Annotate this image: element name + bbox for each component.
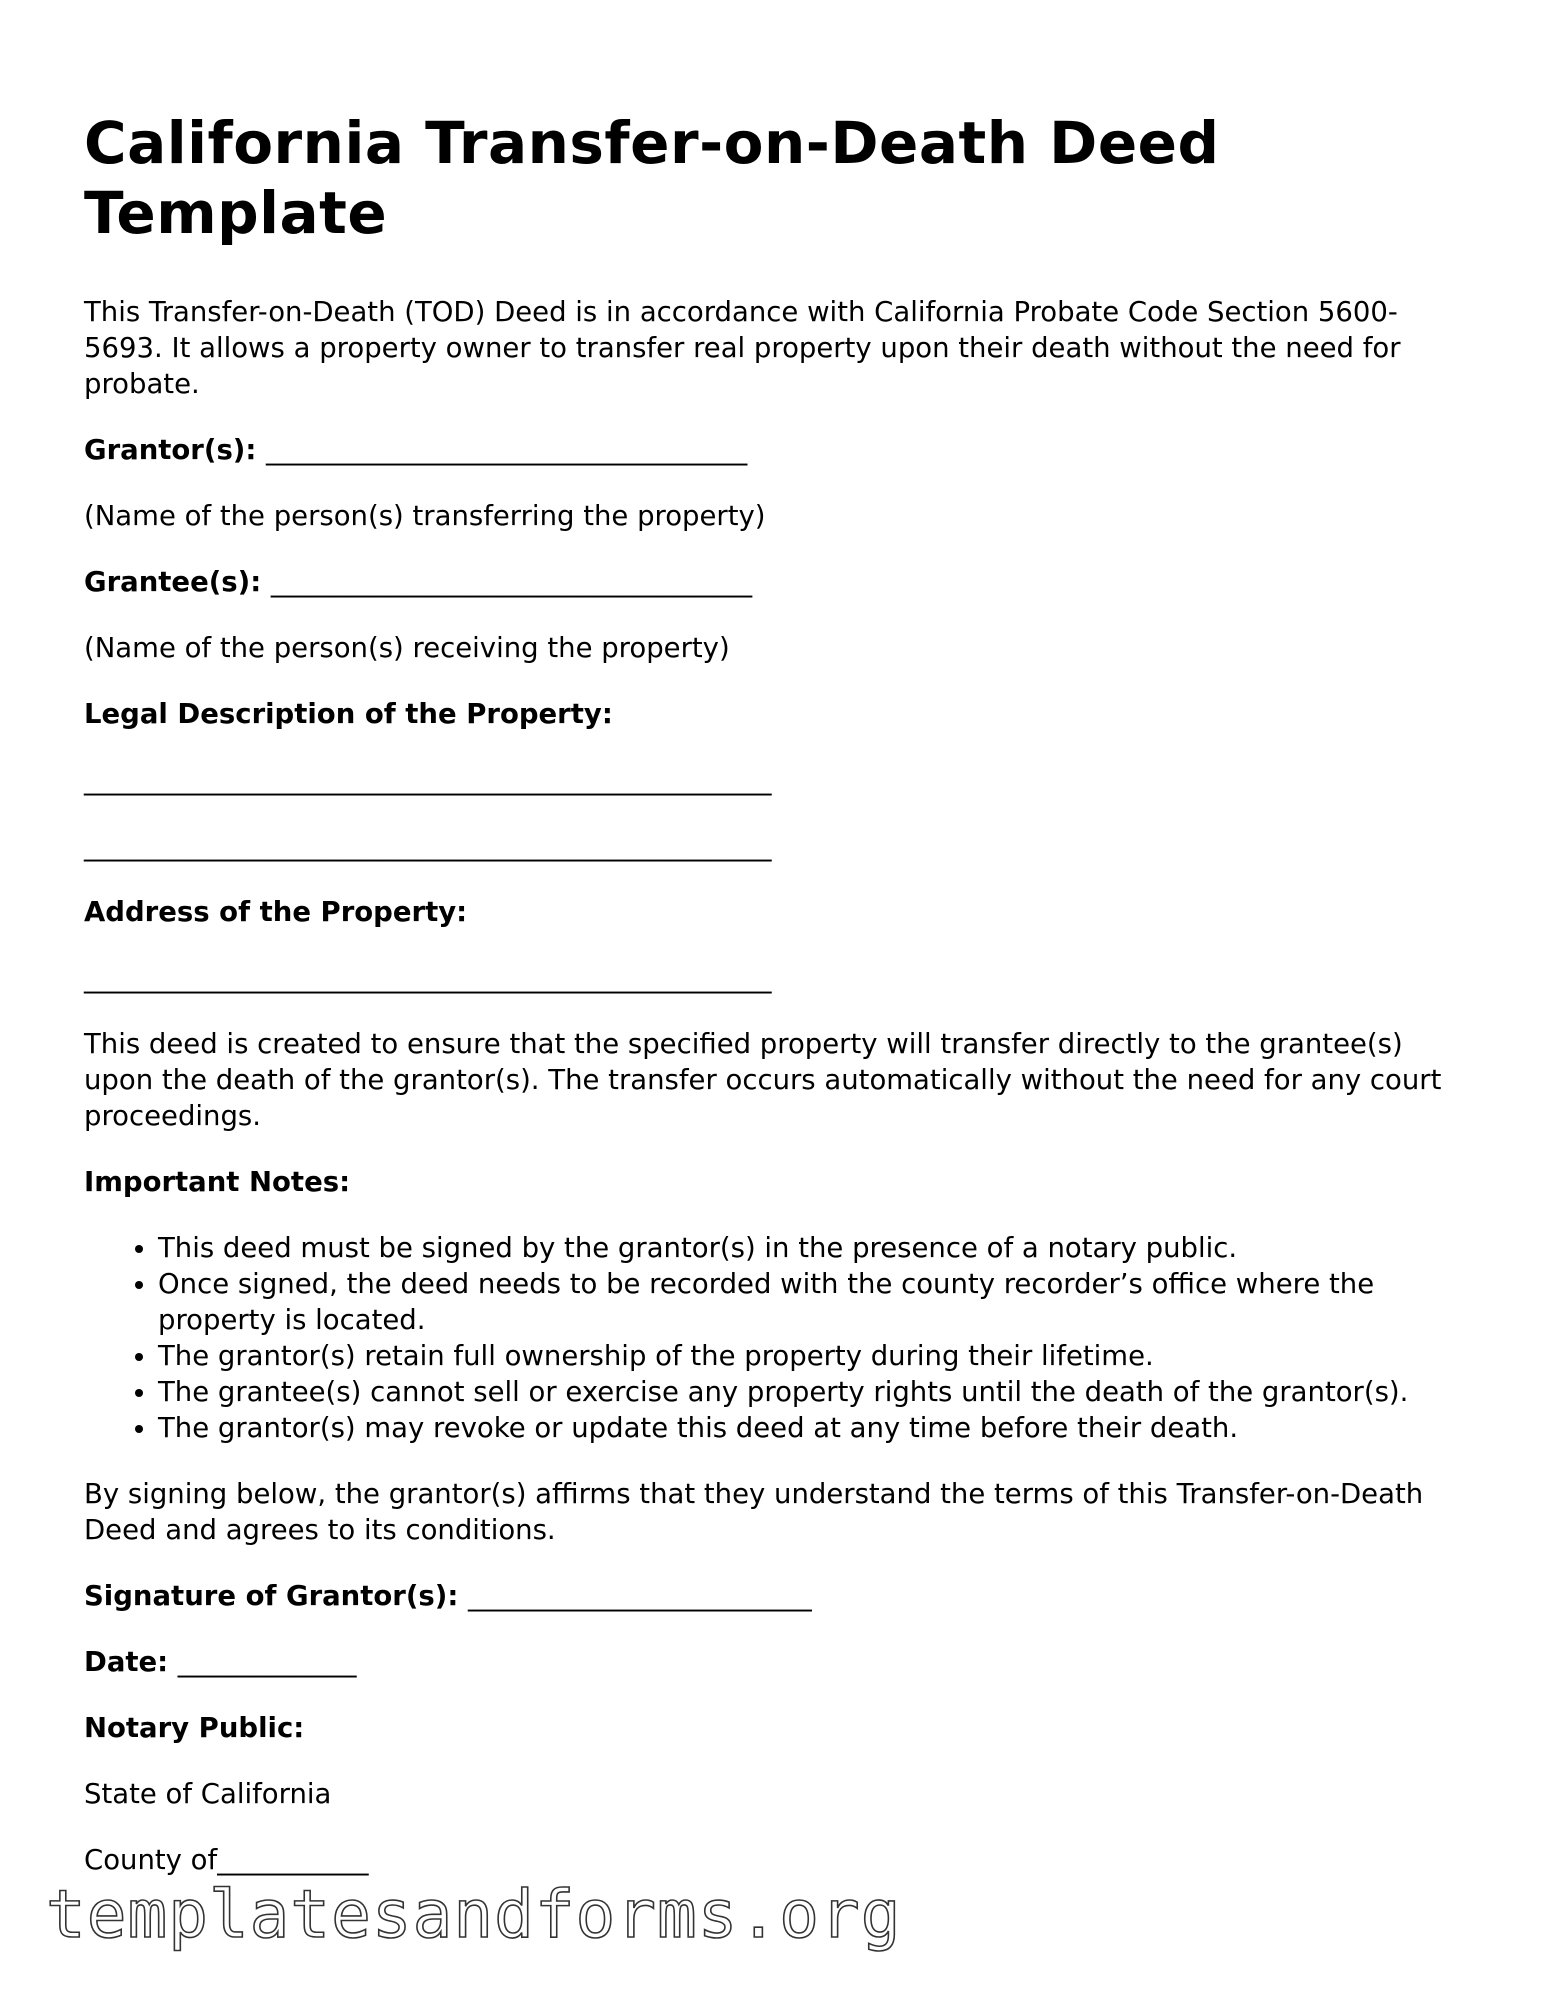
list-item: • Once signed, the deed needs to be recorded with the county recorder’s office where the property is located. — [158, 1266, 1464, 1338]
county-label: County of — [84, 1844, 218, 1876]
signature-field — [84, 1578, 1464, 1614]
grantee-label: Grantee(s): — [84, 566, 262, 598]
legal-description-line-1[interactable]: __________________________________________________ — [84, 764, 772, 796]
document-page — [84, 108, 1464, 1878]
date-label: Date: — [84, 1646, 169, 1678]
grantor-blank[interactable]: ___________________________________ — [265, 434, 748, 466]
list-item: • The grantor(s) may revoke or update this deed at any time before their death. — [158, 1410, 1464, 1446]
legal-description-label: Legal Description of the Property: — [84, 698, 613, 730]
legal-description-line-2[interactable]: __________________________________________________ — [84, 830, 772, 862]
notes-heading: Important Notes: — [84, 1166, 351, 1198]
address-label: Address of the Property: — [84, 896, 468, 928]
notary-state: State of California — [84, 1778, 332, 1810]
grantor-label: Grantor(s): — [84, 434, 257, 466]
grantee-blank[interactable]: ___________________________________ — [270, 566, 753, 598]
date-field — [84, 1644, 1464, 1680]
county-blank[interactable]: ___________ — [217, 1844, 369, 1876]
list-item: • The grantee(s) cannot sell or exercise any property rights until the death of the grantor(s). — [158, 1374, 1464, 1410]
grantor-field — [84, 432, 1464, 468]
signature-label: Signature of Grantor(s): — [84, 1580, 459, 1612]
date-blank[interactable]: _____________ — [177, 1646, 357, 1678]
address-line[interactable]: __________________________________________________ — [84, 962, 772, 994]
notes-list — [84, 1230, 1464, 1446]
page-title: California Transfer-on-Death Deed Template — [84, 109, 1220, 247]
intro-paragraph: This Transfer-on-Death (TOD) Deed is in accordance with California Probate Code Section 5600-5693. It allows a property owner to transfer real property upon their death without the need for probate. — [84, 296, 1401, 400]
notary-label: Notary Public: — [84, 1712, 305, 1744]
watermark-text: templatesandforms.org — [46, 1876, 902, 1953]
notary-county-field — [84, 1842, 1464, 1878]
grantor-hint: (Name of the person(s) transferring the property) — [84, 500, 766, 532]
grantee-field — [84, 564, 1464, 600]
affirmation-paragraph: By signing below, the grantor(s) affirms that they understand the terms of this Transfer-on-Death Deed and agrees to its conditions. — [84, 1478, 1424, 1546]
purpose-paragraph: This deed is created to ensure that the specified property will transfer directly to the grantee(s) upon the death of the grantor(s). The transfer occurs automatically without the need for any court proceedings. — [84, 1028, 1442, 1132]
grantee-hint: (Name of the person(s) receiving the property) — [84, 632, 730, 664]
list-item: • The grantor(s) retain full ownership of the property during their lifetime. — [158, 1338, 1464, 1374]
signature-blank[interactable]: _________________________ — [467, 1580, 812, 1612]
list-item: • This deed must be signed by the grantor(s) in the presence of a notary public. — [158, 1230, 1464, 1266]
